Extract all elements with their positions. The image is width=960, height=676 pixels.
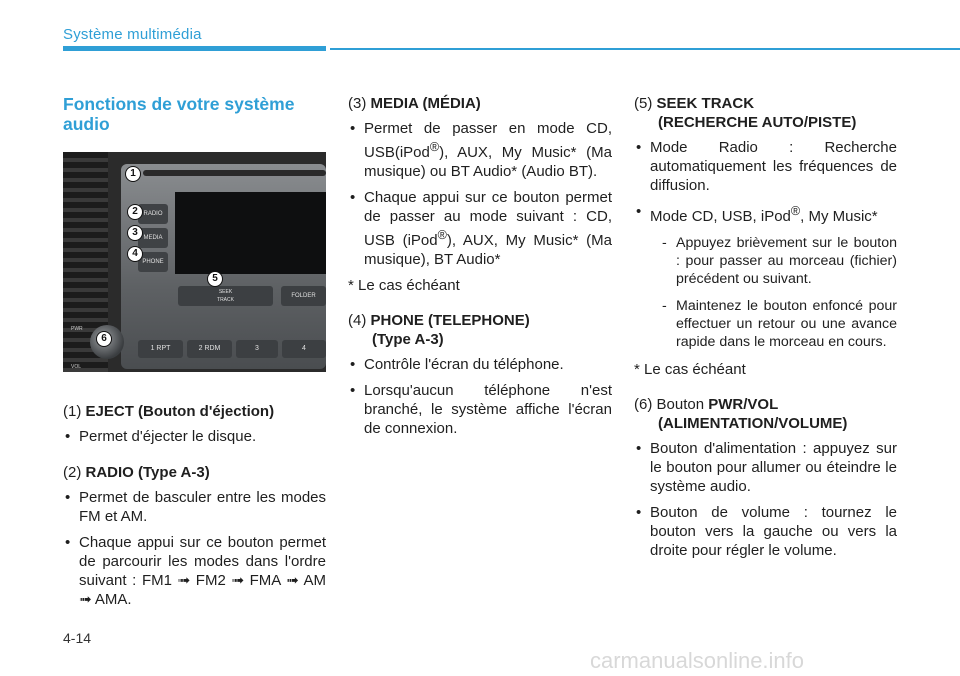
audio-unit-photo bbox=[63, 152, 326, 372]
media-heading bbox=[348, 94, 612, 113]
list-item: • Mode Radio : Recherche automatiquement les fréquences de diffusion. bbox=[634, 138, 897, 195]
list-item: • Permet de passer en mode CD, USB(iPod®), AUX, My Music* (Ma musique) ou BT Audio* (Audio BT). bbox=[348, 119, 612, 181]
eject-bullets bbox=[63, 427, 326, 446]
list-item: • Chaque appui sur ce bouton permet de passer au mode suivant : CD, USB (iPod®), AUX, My Music* (Ma musique), BT Audio* bbox=[348, 188, 612, 269]
radio-heading bbox=[63, 463, 326, 482]
power-number: (6) bbox=[634, 396, 653, 413]
list-item: • Chaque appui sur ce bouton permet de parcourir les modes dans l'ordre suivant : FM1 ➟ FM2 ➟ FMA ➟ AM ➟ AMA. bbox=[63, 533, 326, 609]
list-item: • Lorsqu'aucun téléphone n'est branché, le système affiche l'écran de connexion. bbox=[348, 381, 612, 438]
eject-number: (1) bbox=[63, 403, 82, 420]
seek-track-hardware-button bbox=[178, 286, 273, 306]
preset-3-button: 3 bbox=[236, 340, 278, 358]
phone-title-sub: (Type A-3) bbox=[372, 331, 444, 348]
phone-number: (4) bbox=[348, 312, 367, 329]
callout-1: 1 bbox=[125, 166, 141, 182]
power-title: PWR/VOL bbox=[708, 396, 779, 413]
callout-3: 3 bbox=[127, 225, 143, 241]
seek-label: SEEK bbox=[218, 289, 233, 295]
list-item: • Mode CD, USB, iPod®, My Music* - Appuyez brièvement sur le bouton : pour passer au morceau (fichier) précédent ou suivant. - Maintenez le bouton enfoncé pour effectuer un retour ou une avance rapide dans le morceau en cours. bbox=[634, 202, 897, 351]
list-item: - Appuyez brièvement sur le bouton : pour passer au morceau (fichier) précédent ou suivant. bbox=[650, 234, 897, 288]
seek-dashes bbox=[650, 234, 897, 351]
media-bullets bbox=[348, 119, 612, 269]
list-item: • Permet de basculer entre les modes FM et AM. bbox=[63, 488, 326, 526]
media-note: * Le cas échéant bbox=[348, 277, 460, 294]
watermark: carmanualsonline.info bbox=[590, 648, 805, 673]
preset-2-button: 2 RDM bbox=[187, 340, 232, 358]
radio-title: RADIO (Type A-3) bbox=[85, 464, 210, 481]
header-rule bbox=[330, 48, 960, 50]
phone-hardware-button: PHONE bbox=[138, 252, 168, 272]
track-label: TRACK bbox=[217, 297, 234, 303]
power-bullets bbox=[634, 439, 897, 560]
phone-bullets bbox=[348, 355, 612, 438]
pwr-label: PWR bbox=[71, 326, 83, 332]
power-heading bbox=[634, 395, 897, 433]
list-item: • Bouton de volume : tournez le bouton vers la gauche ou vers la droite pour régler le volume. bbox=[634, 503, 897, 560]
header-rule-accent bbox=[63, 46, 326, 51]
section-title: Fonctions de votre système audio bbox=[63, 94, 295, 134]
column-left bbox=[63, 94, 326, 616]
page-number: 4-14 bbox=[63, 630, 92, 646]
cd-slot bbox=[143, 170, 326, 176]
seek-heading bbox=[634, 94, 897, 132]
media-hardware-button: MEDIA bbox=[138, 228, 168, 248]
media-number: (3) bbox=[348, 95, 367, 112]
eject-heading bbox=[63, 402, 326, 421]
seek-note: * Le cas échéant bbox=[634, 361, 746, 378]
power-prefix: Bouton bbox=[656, 396, 705, 413]
preset-1-button: 1 RPT bbox=[138, 340, 183, 358]
radio-number: (2) bbox=[63, 464, 82, 481]
folder-hardware-button: FOLDER bbox=[281, 286, 326, 306]
preset-4-button: 4 bbox=[282, 340, 326, 358]
list-item: • Permet d'éjecter le disque. bbox=[63, 427, 326, 446]
vol-label: VOL bbox=[71, 364, 82, 370]
display-screen bbox=[175, 192, 326, 274]
column-middle bbox=[348, 94, 612, 445]
media-title: MEDIA (MÉDIA) bbox=[370, 95, 481, 112]
seek-bullets bbox=[634, 138, 897, 351]
radio-bullets bbox=[63, 488, 326, 609]
callout-6: 6 bbox=[96, 331, 112, 347]
radio-hardware-button: RADIO bbox=[138, 204, 168, 224]
list-item: • Bouton d'alimentation : appuyez sur le bouton pour allumer ou éteindre le système audio. bbox=[634, 439, 897, 496]
callout-5: 5 bbox=[207, 271, 223, 287]
power-title-sub: (ALIMENTATION/VOLUME) bbox=[658, 415, 848, 432]
seek-title: SEEK TRACK bbox=[656, 95, 755, 112]
list-item: • Contrôle l'écran du téléphone. bbox=[348, 355, 612, 374]
column-right bbox=[634, 94, 897, 567]
eject-title: EJECT (Bouton d'éjection) bbox=[85, 403, 275, 420]
callout-4: 4 bbox=[127, 246, 143, 262]
list-item: - Maintenez le bouton enfoncé pour effectuer un retour ou une avance rapide dans le morceau en cours. bbox=[650, 297, 897, 351]
chapter-title: Système multimédia bbox=[63, 26, 202, 43]
seek-number: (5) bbox=[634, 95, 653, 112]
callout-2: 2 bbox=[127, 204, 143, 220]
phone-title: PHONE (TELEPHONE) bbox=[370, 312, 530, 329]
phone-heading bbox=[348, 311, 612, 349]
seek-title-sub: (RECHERCHE AUTO/PISTE) bbox=[658, 114, 857, 131]
